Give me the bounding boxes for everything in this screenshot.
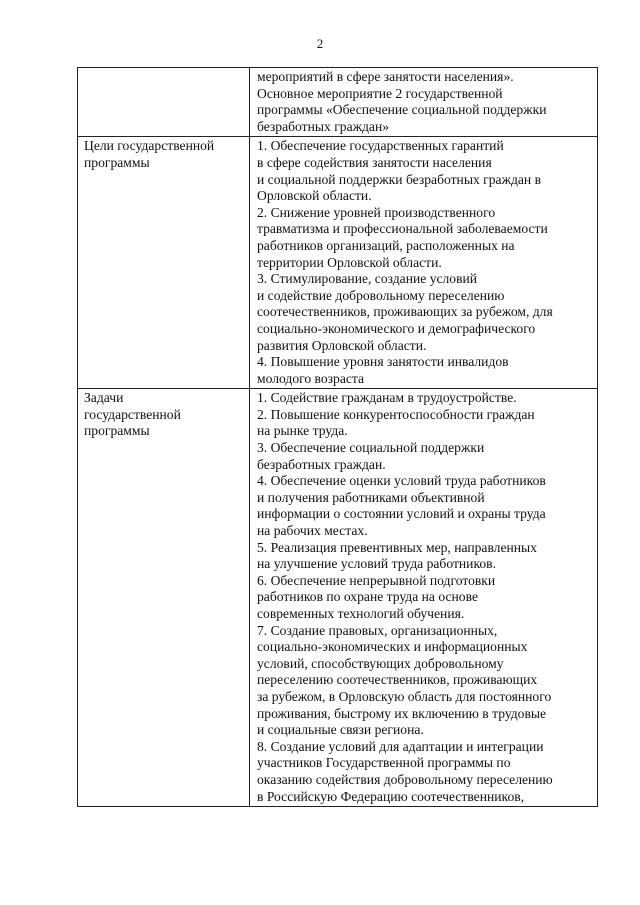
- row-content-line: молодого возраста: [257, 370, 365, 386]
- row-label-cell: [78, 389, 250, 807]
- row-content-line: программы «Обеспечение социальной поддержки: [257, 102, 547, 118]
- row-content-line: мероприятий в сфере занятости населения».: [257, 69, 514, 84]
- row-content-line: условий, способствующих добровольному: [257, 655, 504, 671]
- row-content-line: оказанию содействия добровольному переселению: [257, 771, 553, 787]
- row-content-line: 5. Реализация превентивных мер, направленных: [257, 539, 537, 555]
- row-content-line: безработных граждан.: [257, 456, 386, 472]
- row-label-line: программы: [84, 154, 150, 170]
- row-content-cell: [250, 68, 598, 137]
- row-content-line: 6. Обеспечение непрерывной подготовки: [257, 572, 496, 588]
- row-label-cell: [78, 137, 250, 389]
- row-content-line: и социальной поддержки безработных граждан в: [257, 171, 542, 187]
- row-content-line: и получения работниками объективной: [257, 489, 485, 505]
- row-content-line: 4. Обеспечение оценки условий труда работников: [257, 473, 546, 489]
- row-content-line: территории Орловской области.: [257, 254, 442, 270]
- row-content-line: 1. Обеспечение государственных гарантий: [257, 138, 504, 154]
- row-content-cell: [250, 389, 598, 807]
- row-content-line: Орловской области.: [257, 188, 372, 204]
- row-label-line: Задачи: [84, 390, 124, 406]
- row-content-line: Основное мероприятие 2 государственной: [257, 85, 503, 101]
- page-number: 2: [316, 36, 324, 51]
- row-label-line: программы: [84, 423, 150, 439]
- row-content-line: за рубежом, в Орловскую область для постоянного: [257, 688, 552, 704]
- table-row-tasks: [78, 389, 598, 807]
- row-content-line: на рынке труда.: [257, 423, 348, 439]
- row-content-line: работников организаций, расположенных на: [257, 237, 515, 253]
- row-label-line: Цели государственной: [84, 138, 215, 154]
- program-passport-table: [77, 67, 598, 807]
- table-body: [78, 68, 598, 807]
- row-content-line: 3. Обеспечение социальной поддержки: [257, 440, 485, 456]
- row-content-line: информации о состоянии условий и охраны труда: [257, 506, 546, 522]
- row-content-line: и социальные связи региона.: [257, 722, 424, 738]
- row-content-line: безработных граждан»: [257, 118, 390, 134]
- table-row-goals: [78, 137, 598, 389]
- row-content-line: социально-экономического и демографического: [257, 320, 536, 336]
- row-content-line: работников по охране труда на основе: [257, 589, 478, 605]
- row-content-line: участников Государственной программы по: [257, 755, 511, 771]
- row-content-line: проживания, быстрому их включению в трудовые: [257, 705, 547, 721]
- row-content-line: и содействие добровольному переселению: [257, 287, 505, 303]
- row-content-line: 3. Стимулирование, создание условий: [257, 271, 478, 287]
- row-label-line: государственной: [84, 406, 181, 422]
- row-content-line: 2. Снижение уровней производственного: [257, 204, 496, 220]
- row-content-line: переселению соотечественников, проживающих: [257, 672, 538, 688]
- row-content-line: 7. Создание правовых, организационных,: [257, 622, 498, 638]
- row-content-line: травматизма и профессиональной заболеваемости: [257, 221, 548, 237]
- row-content-line: 2. Повышение конкурентоспособности граждан: [257, 406, 535, 422]
- row-content-line: 4. Повышение уровня занятости инвалидов: [257, 354, 509, 370]
- row-content-line: на улучшение условий труда работников.: [257, 556, 496, 572]
- row-content-cell: [250, 137, 598, 389]
- row-content-line: в Российскую Федерацию соотечественников,: [257, 788, 525, 804]
- row-content-line: развития Орловской области.: [257, 337, 427, 353]
- row-content-line: 1. Содействие гражданам в трудоустройстве.: [257, 390, 517, 406]
- table-row-continuation: [78, 68, 598, 137]
- row-content-line: соотечественников, проживающих за рубежом, для: [257, 304, 553, 320]
- row-content-line: социально-экономических и информационных: [257, 639, 528, 655]
- row-content-line: современных технологий обучения.: [257, 606, 465, 621]
- row-content-line: на рабочих местах.: [257, 523, 368, 539]
- row-content-line: 8. Создание условий для адаптации и интеграции: [257, 738, 544, 754]
- row-content-line: в сфере содействия занятости населения: [257, 154, 492, 170]
- row-label-cell: [78, 68, 250, 137]
